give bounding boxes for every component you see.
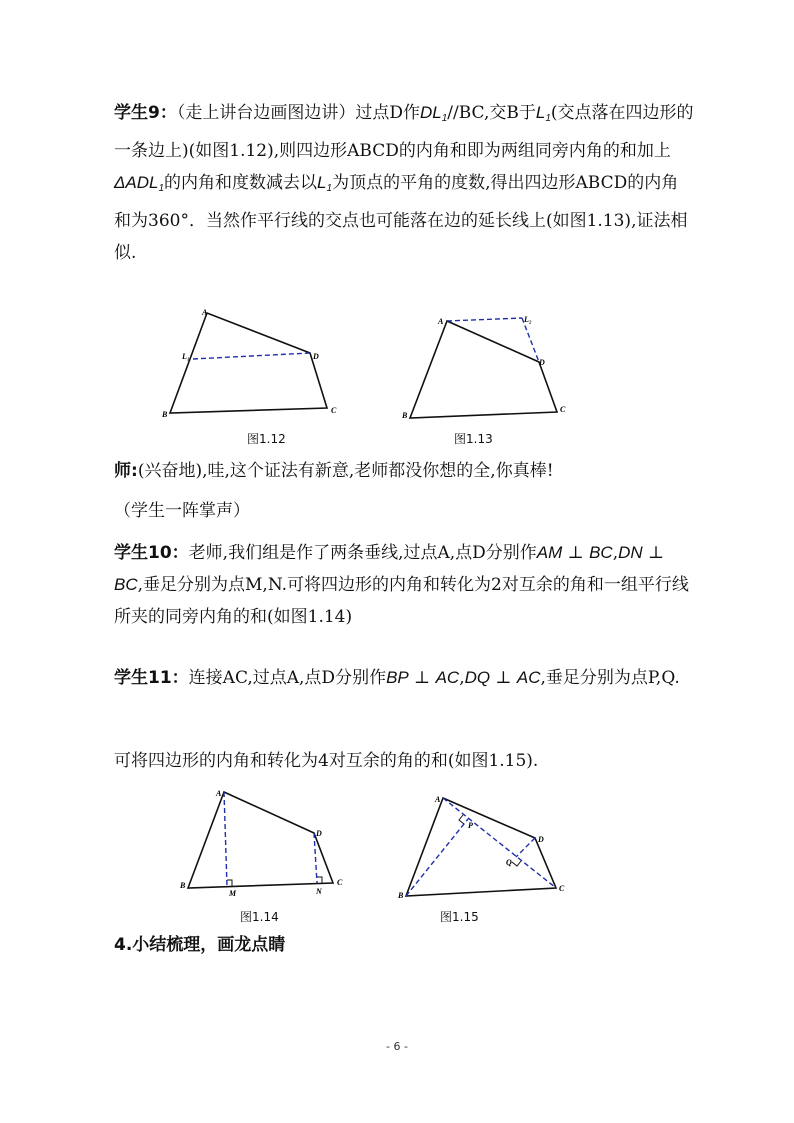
right-angle-m — [227, 880, 232, 886]
text: 连接AC,过点A,点D分别作 — [188, 668, 387, 688]
paragraph-student11 — [114, 662, 694, 694]
paragraph-student9 — [114, 97, 694, 269]
dashed-line-top — [447, 318, 522, 321]
math-l1b-sub: 1 — [326, 183, 333, 194]
caption-1-12: 图1.12 — [247, 432, 286, 446]
speaker-student10: 学生10： — [114, 543, 189, 563]
math-am: AM — [536, 543, 563, 562]
quad-abcd — [170, 313, 327, 413]
label-a: A — [216, 789, 222, 798]
figure-1-15 — [398, 792, 578, 902]
section-heading: 4.小结梳理，画龙点睛 — [114, 935, 286, 955]
label-c: C — [331, 406, 337, 415]
quad-abcd — [410, 321, 557, 418]
speaker-student11: 学生11： — [114, 668, 189, 688]
math-bc: BC — [589, 543, 613, 562]
right-angle-n — [317, 877, 322, 883]
caption-1-15: 图1.15 — [440, 910, 479, 924]
label-d: D — [313, 352, 319, 361]
label-d: D — [538, 835, 544, 844]
math-ac: AC — [435, 668, 460, 687]
label-l2: L₂ — [524, 315, 532, 324]
perp-symbol: ⊥ — [642, 543, 665, 563]
dashed-perp-am — [224, 792, 227, 886]
label-d: D — [539, 358, 545, 367]
math-bp: BP — [386, 668, 409, 687]
math-dl-sub: 1 — [441, 113, 448, 124]
dashed-perp-dq — [516, 838, 535, 857]
paragraph-teacher — [114, 455, 694, 487]
label-c: C — [560, 405, 566, 414]
label-c: C — [559, 884, 565, 893]
label-d: D — [316, 829, 322, 838]
math-l1-sub: 1 — [545, 113, 551, 124]
math-l1b — [317, 173, 332, 192]
math-l1-main: L — [535, 103, 546, 122]
quad-abcd — [188, 792, 333, 888]
paragraph-student10 — [114, 537, 694, 633]
perp-symbol: ⊥ — [490, 668, 517, 688]
text: (兴奋地),哇,这个证法有新意,老师都没你想的全,你真棒! — [137, 461, 554, 481]
caption-1-13: 图1.13 — [454, 432, 493, 446]
label-a: A — [202, 308, 208, 317]
perp-symbol: ⊥ — [408, 668, 436, 688]
paragraph-conclusion: 可将四边形的内角和转化为4对互余的角的和(如图1.15). — [114, 751, 539, 771]
text: 为顶点的平角的度数,得出四边形ABCD的内角和为360°．当然作平行线的交点也可能落在边的延长线上(如图1.13),证法相似. — [114, 173, 688, 263]
label-b: B — [398, 891, 404, 900]
label-m: M — [229, 889, 237, 898]
text: //BC,交B于 — [447, 103, 536, 123]
math-bc: BC — [114, 575, 138, 594]
label-n: N — [316, 887, 322, 896]
math-dn: DN — [618, 543, 643, 562]
label-c: C — [337, 878, 343, 887]
speaker-teacher: 师: — [114, 461, 138, 481]
dashed-perp-bp — [406, 819, 468, 896]
label-b: B — [180, 881, 186, 890]
math-ac: AC — [516, 668, 541, 687]
paragraph-applause: （学生一阵掌声） — [114, 501, 250, 521]
label-a: A — [438, 317, 444, 326]
text: 老师,我们组是作了两条垂线,过点A,点D分别作 — [188, 543, 537, 563]
label-b: B — [402, 411, 408, 420]
dashed-line-dl1 — [193, 353, 310, 359]
figure-1-13 — [400, 310, 600, 425]
label-q: Q — [506, 858, 512, 867]
caption-1-14: 图1.14 — [240, 910, 279, 924]
perp-symbol: ⊥ — [562, 543, 590, 563]
math-triangle — [114, 173, 164, 192]
text: , — [612, 543, 619, 563]
label-a: A — [435, 795, 441, 804]
label-l1: L₁ — [182, 352, 190, 361]
math-triangle-main: ΔADL — [114, 173, 159, 192]
figure-1-12 — [160, 305, 360, 420]
quad-abcd — [406, 798, 556, 896]
label-p: P — [468, 821, 473, 830]
figure-1-14 — [180, 788, 360, 898]
page-number: - 6 - — [386, 1040, 408, 1053]
math-triangle-sub: 1 — [158, 183, 165, 194]
text: ,垂足分别为点P,Q. — [540, 668, 680, 688]
text: (交点落在四边形的一条边上)(如图1.12),则四边形ABCD的内角和即为两组同旁内角的和加上 — [114, 103, 694, 161]
math-dl — [420, 103, 447, 122]
text: , — [459, 668, 465, 688]
text: （走上讲台边画图边讲）过点D作 — [176, 103, 420, 123]
math-l1b-main: L — [317, 173, 327, 192]
math-dl-main: DL — [419, 103, 442, 122]
math-dq: DQ — [464, 668, 491, 687]
right-angle-q — [512, 861, 521, 866]
label-b: B — [162, 410, 168, 419]
speaker-student9: 学生9： — [114, 103, 177, 123]
text: ,垂足分别为点M,N.可将四边形的内角和转化为2对互余的角和一组平行线所夹的同旁内角的和(如图1.14) — [114, 575, 689, 627]
right-angle-p — [459, 815, 464, 824]
text: 的内角和度数减去以 — [164, 173, 318, 193]
math-l1 — [536, 103, 551, 122]
